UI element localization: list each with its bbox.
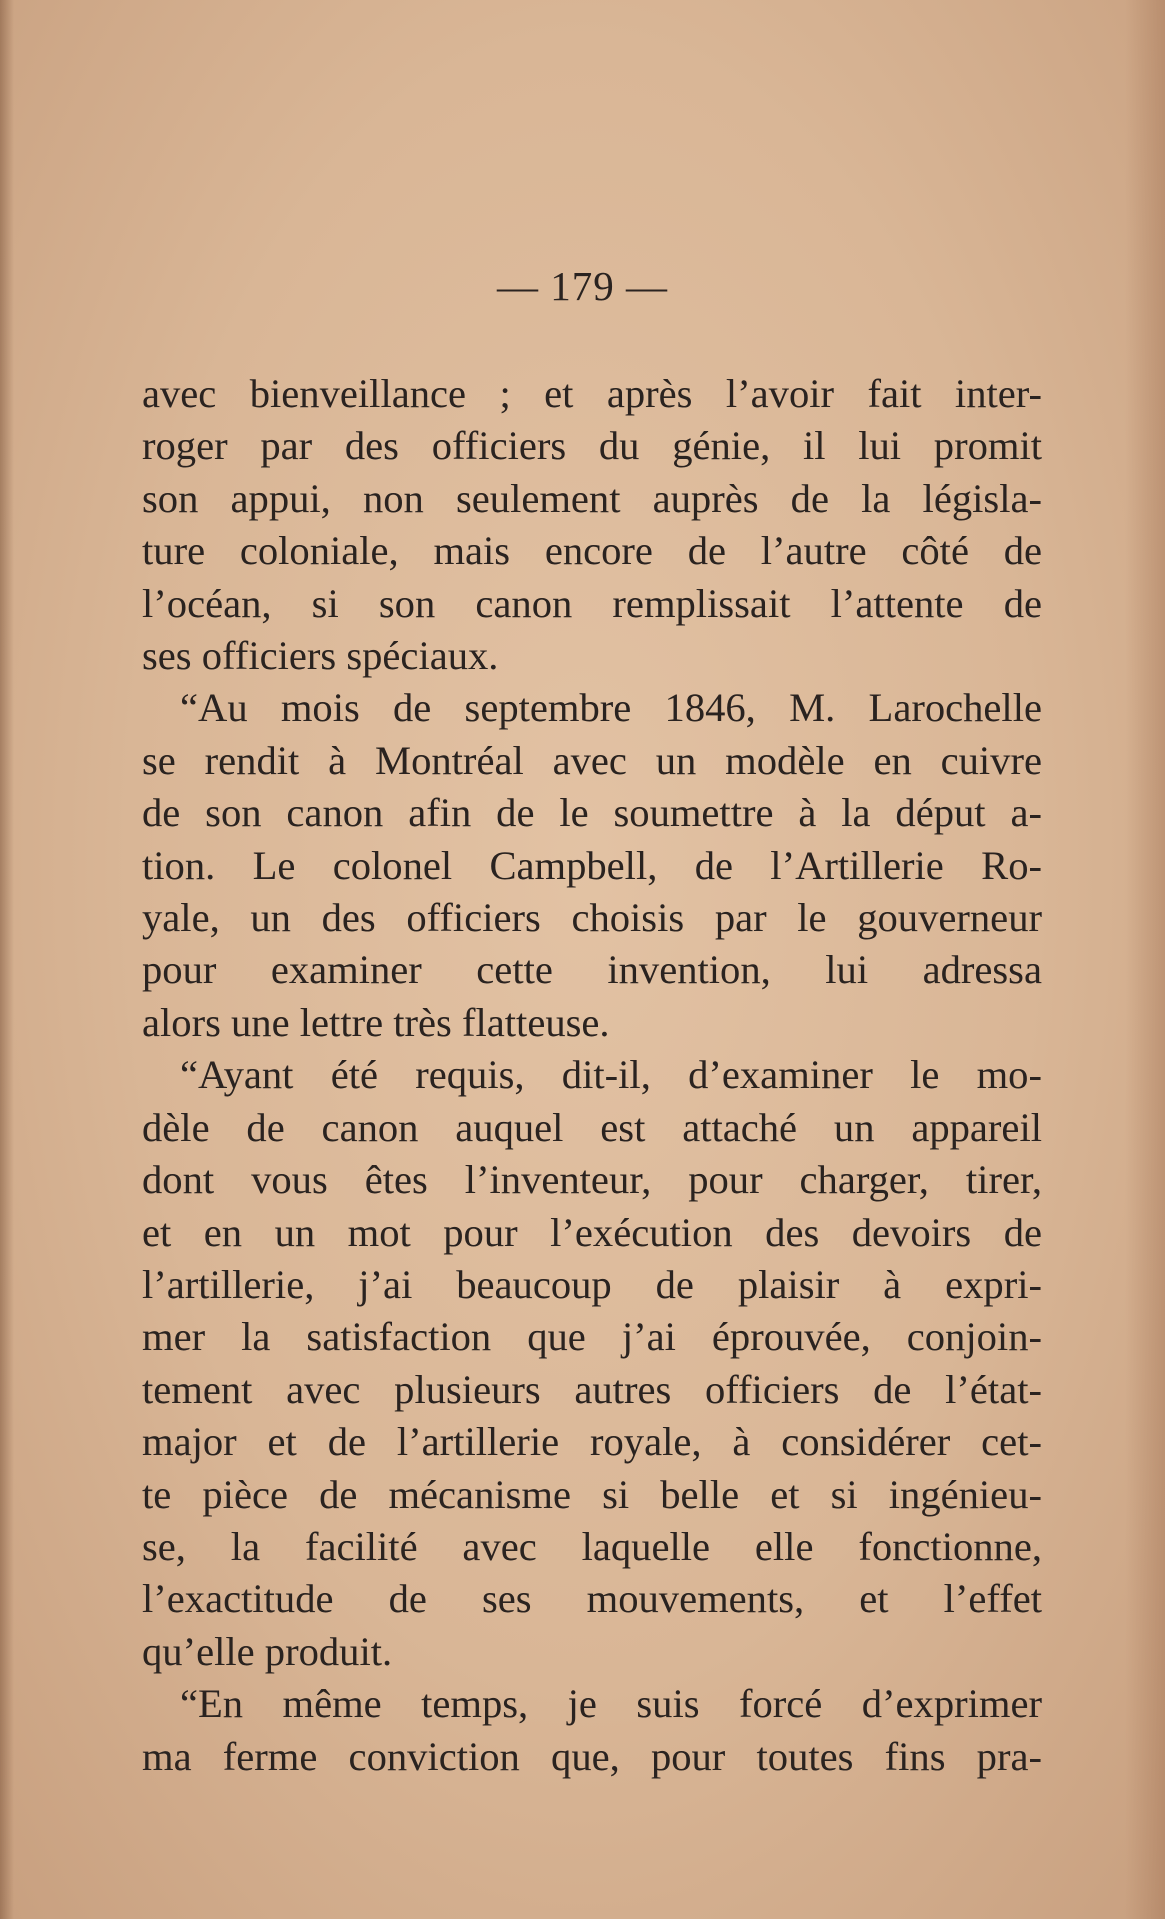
text-line: qu’elle produit. [142, 1628, 393, 1674]
text-line: “En même temps, je suis forcé d’exprimer [180, 1681, 1042, 1727]
text-line: l’océan, si son canon remplissait l’attente de [142, 580, 1042, 626]
text-line: dèle de canon auquel est attaché un appareil [142, 1104, 1042, 1150]
text-line: ture coloniale, mais encore de l’autre côté de [142, 528, 1042, 574]
text-line: “Au mois de septembre 1846, M. Larochelle [180, 685, 1042, 731]
paragraph-2 [142, 682, 1042, 1049]
text-line: et en un mot pour l’exécution des devoirs de [142, 1209, 1042, 1255]
text-line: te pièce de mécanisme si belle et si ingénieu- [142, 1471, 1042, 1517]
body-text [142, 368, 1042, 1783]
paragraph-3 [142, 1049, 1042, 1678]
text-line: alors une lettre très flatteuse. [142, 999, 610, 1045]
text-line: mer la satisfaction que j’ai éprouvée, conjoin- [142, 1314, 1042, 1360]
text-line: son appui, non seulement auprès de la législa- [142, 475, 1042, 521]
page-number: — 179 — [497, 263, 668, 309]
text-line: tement avec plusieurs autres officiers de l’état- [142, 1366, 1042, 1412]
text-line: se, la facilité avec laquelle elle fonctionne, [142, 1523, 1042, 1569]
text-line: ma ferme conviction que, pour toutes fins pra- [142, 1733, 1042, 1779]
paragraph-4 [142, 1678, 1042, 1783]
text-line: l’exactitude de ses mouvements, et l’effet [142, 1576, 1042, 1622]
text-line: “Ayant été requis, dit-il, d’examiner le mo- [180, 1052, 1042, 1098]
text-line: pour examiner cette invention, lui adressa [142, 947, 1042, 993]
text-line: dont vous êtes l’inventeur, pour charger, tirer, [142, 1157, 1042, 1203]
text-line: de son canon afin de le soumettre à la déput a- [142, 790, 1042, 836]
text-line: ses officiers spéciaux. [142, 633, 499, 679]
text-line: major et de l’artillerie royale, à considérer cet- [142, 1419, 1042, 1465]
text-line: yale, un des officiers choisis par le gouverneur [142, 895, 1042, 941]
paragraph-1 [142, 368, 1042, 682]
text-line: tion. Le colonel Campbell, de l’Artillerie Ro- [142, 842, 1042, 888]
text-line: avec bienveillance ; et après l’avoir fait inter- [142, 371, 1042, 416]
text-line: l’artillerie, j’ai beaucoup de plaisir à expri- [142, 1261, 1042, 1307]
text-line: se rendit à Montréal avec un modèle en cuivre [142, 737, 1042, 783]
text-line: roger par des officiers du génie, il lui promit [142, 423, 1042, 469]
